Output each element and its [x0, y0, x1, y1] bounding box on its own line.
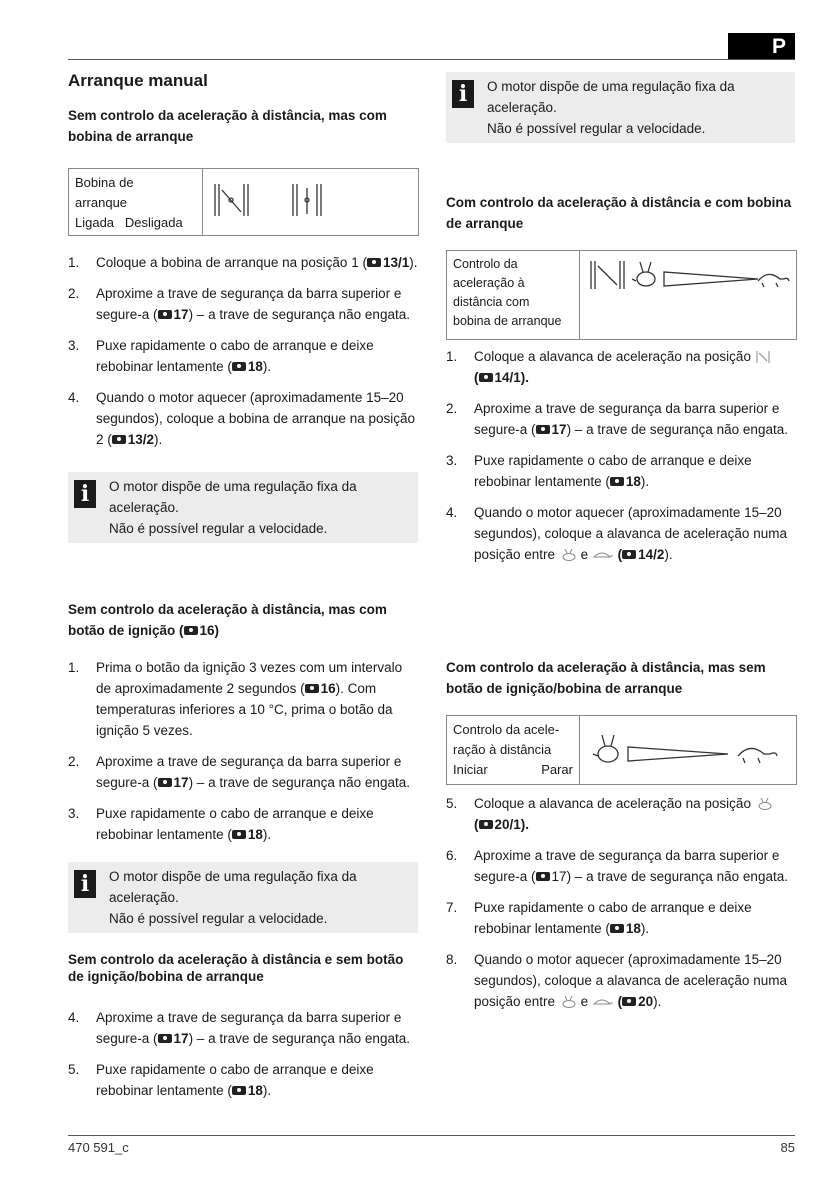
- choke-fast-slow-icon: [588, 257, 793, 293]
- page-number: 85: [780, 1140, 795, 1155]
- step-number: 1.: [446, 349, 458, 364]
- info-icon: i: [74, 870, 96, 898]
- figure-ref-icon: [158, 310, 172, 319]
- step-text-end: ).: [262, 359, 272, 374]
- list-item: [446, 897, 796, 939]
- step-text-end: ). Com temperaturas inferiores a 10 °C, prima o botão da ignição 5 vezes.: [96, 681, 393, 738]
- figure-ref-icon: [232, 830, 246, 839]
- step-number: 4.: [446, 505, 458, 520]
- rabbit-fast-icon: [559, 996, 577, 1008]
- section-heading-no-primer: Sem controlo da aceleração à distância e sem botão de ignição/bobina de arranque: [68, 952, 404, 984]
- turtle-slow-icon: [592, 996, 614, 1008]
- list-item: [68, 803, 418, 845]
- step-text: Quando o motor aquecer (aproximadamente 15–20 segundos), coloque a bobina de arranque na posição 2 (: [96, 390, 415, 447]
- step-text-end: ).: [640, 921, 650, 936]
- step-text-mid: e: [576, 994, 592, 1009]
- right-steps-1: [446, 346, 796, 565]
- list-item: 1. Coloque a alavanca de aceleração na posição ( 14/1).: [446, 346, 796, 388]
- figure-ref: 17: [551, 869, 567, 884]
- step-number: 2.: [446, 401, 458, 416]
- table-label-line: ração à distância: [453, 742, 552, 757]
- figure-ref-icon: [622, 997, 636, 1006]
- left-steps-1: [68, 252, 418, 450]
- heading-text: Sem controlo da aceleração à distância, mas com botão de ignição (: [68, 602, 387, 638]
- figure-ref-icon: [158, 778, 172, 787]
- step-number: 5.: [68, 1062, 80, 1077]
- left-column: [68, 70, 418, 147]
- step-text-end: ) – a trave de segurança não engata.: [566, 422, 788, 437]
- list-item: [68, 283, 418, 325]
- steps-list-choke: [68, 252, 418, 450]
- figure-ref-icon: [536, 425, 550, 434]
- figure-ref-icon: [232, 362, 246, 371]
- choke-table: [68, 168, 419, 236]
- section-heading-choke: Sem controlo da aceleração à distância, mas com bobina de arranque: [68, 108, 387, 144]
- figure-ref-icon: [232, 1086, 246, 1095]
- step-number: 4.: [68, 1010, 80, 1025]
- remote-choke-table: [446, 250, 797, 340]
- step-text-end: ).: [640, 474, 650, 489]
- choke-label-line3: Ligada Desligada: [75, 215, 183, 230]
- step-number: 7.: [446, 900, 458, 915]
- remote-choke-symbols: [580, 251, 793, 339]
- left-steps-3: [68, 951, 418, 1101]
- step-text-end: ).: [262, 827, 272, 842]
- figure-ref: 20/1: [494, 817, 521, 832]
- choke-label-line2: arranque: [75, 195, 128, 210]
- step-text: Puxe rapidamente o cabo de arranque e deixe rebobinar lentamente (: [474, 453, 752, 489]
- figure-ref: 16: [199, 623, 215, 638]
- list-item: [446, 450, 796, 492]
- table-label-line: distância com: [453, 295, 530, 309]
- step-text-end: ) – a trave de segurança não engata.: [188, 775, 410, 790]
- remote-table: [446, 715, 797, 785]
- language-tab: P: [728, 33, 795, 60]
- steps-list-primer: [68, 657, 418, 845]
- note-line: O motor dispõe de uma regulação fixa da: [109, 869, 357, 884]
- note-line: O motor dispõe de uma regulação fixa da: [487, 79, 735, 94]
- info-note-2: [68, 862, 418, 933]
- left-steps-2: [68, 599, 418, 845]
- steps-list-no-primer: [68, 1007, 418, 1101]
- step-number: 5.: [446, 796, 458, 811]
- list-item: [68, 1059, 418, 1101]
- figure-ref-icon: [367, 258, 381, 267]
- note-line: aceleração.: [109, 890, 179, 905]
- bottom-rule: [68, 1135, 795, 1136]
- figure-ref-icon: [112, 435, 126, 444]
- note-line: Não é possível regular a velocidade.: [109, 911, 328, 926]
- info-icon: i: [74, 480, 96, 508]
- figure-ref: 17: [551, 422, 567, 437]
- remote-choke-table-label: [447, 251, 580, 339]
- table-label-line: Controlo da acele-: [453, 722, 560, 737]
- right-heading-2: [446, 657, 796, 699]
- step-text: Aproxime a trave de segurança da barra superior e segure-a (: [474, 848, 780, 884]
- choke-icon: [755, 350, 771, 364]
- step-text-end: ).: [653, 994, 662, 1009]
- step-text-end: ).: [409, 255, 418, 270]
- figure-ref: 17: [173, 307, 189, 322]
- step-number: 2.: [68, 286, 80, 301]
- step-number: 1.: [68, 255, 80, 270]
- page-title: Arranque manual: [68, 71, 208, 90]
- step-text: Coloque a bobina de arranque na posição 1 (: [96, 255, 367, 270]
- figure-ref: 14/1: [494, 370, 521, 385]
- figure-ref: 18: [247, 1083, 263, 1098]
- section-heading-remote-no-choke: Com controlo da aceleração à distância, mas sem botão de ignição/bobina de arranque: [446, 660, 766, 696]
- list-item: [68, 751, 418, 793]
- list-item: [68, 1007, 418, 1049]
- step-text: Puxe rapidamente o cabo de arranque e deixe rebobinar lentamente (: [474, 900, 752, 936]
- figure-ref: 18: [247, 827, 263, 842]
- top-rule: [68, 59, 795, 60]
- step-number: 8.: [446, 952, 458, 967]
- step-number: 2.: [68, 754, 80, 769]
- list-item: 8. Quando o motor aquecer (aproximadamente 15–20 segundos), coloque a alavanca de aceleração numa posição entre e ( 20).: [446, 949, 796, 1012]
- figure-ref: 17: [173, 775, 189, 790]
- step-text-end: ) – a trave de segurança não engata.: [188, 307, 410, 322]
- figure-ref: 14/2: [638, 547, 665, 562]
- step-text-end: ).: [520, 817, 530, 832]
- section-heading-primer: [68, 599, 418, 641]
- step-text: Coloque a alavanca de aceleração na posição: [474, 796, 755, 811]
- step-text-mid: e: [576, 547, 592, 562]
- figure-ref: 18: [247, 359, 263, 374]
- step-number: 3.: [68, 338, 80, 353]
- step-text: Puxe rapidamente o cabo de arranque e deixe rebobinar lentamente (: [96, 338, 374, 374]
- remote-symbols: [580, 716, 793, 784]
- step-number: 3.: [68, 806, 80, 821]
- figure-ref-icon: [610, 924, 624, 933]
- step-text: Aproxime a trave de segurança da barra superior e segure-a (: [96, 754, 402, 790]
- choke-label-line1: Bobina de: [75, 175, 134, 190]
- info-note-1: [68, 472, 418, 543]
- figure-ref-icon: [536, 872, 550, 881]
- list-item: [68, 657, 418, 741]
- list-item: [68, 335, 418, 377]
- step-text: Aproxime a trave de segurança da barra superior e segure-a (: [474, 401, 780, 437]
- steps-list-remote-choke: [446, 346, 796, 565]
- step-number: 1.: [68, 660, 80, 675]
- step-text-end: ).: [154, 432, 163, 447]
- fast-slow-icon: [588, 730, 793, 770]
- step-number: 6.: [446, 848, 458, 863]
- figure-ref: 20: [638, 994, 654, 1009]
- step-text: Prima o botão da ignição 3 vezes com um intervalo de aproximadamente 2 segundos (: [96, 660, 403, 696]
- step-text: Aproxime a trave de segurança da barra superior e segure-a (: [96, 1010, 402, 1046]
- step-text: Coloque a alavanca de aceleração na posição: [474, 349, 755, 364]
- choke-table-label: [69, 169, 203, 235]
- figure-ref: 17: [173, 1031, 189, 1046]
- info-icon: i: [452, 80, 474, 108]
- list-item: 4. Quando o motor aquecer (aproximadamente 15–20 segundos), coloque a alavanca de aceleração numa posição entre e ( 14/2).: [446, 502, 796, 565]
- step-number: 3.: [446, 453, 458, 468]
- table-label-line: Controlo da: [453, 257, 518, 271]
- step-number: 4.: [68, 390, 80, 405]
- figure-ref-icon: [479, 373, 493, 382]
- list-item: [446, 398, 796, 440]
- note-line: aceleração.: [487, 100, 557, 115]
- figure-ref-icon: [158, 1034, 172, 1043]
- list-item: [68, 387, 418, 450]
- note-line: O motor dispõe de uma regulação fixa da: [109, 479, 357, 494]
- list-item: 5. Coloque a alavanca de aceleração na posição ( 20/1).: [446, 793, 796, 835]
- right-steps-2: [446, 793, 796, 1012]
- list-item: [446, 845, 796, 887]
- step-text-end: ) – a trave de segurança não engata.: [566, 869, 788, 884]
- step-text-end: ).: [520, 370, 530, 385]
- right-heading-1: [446, 192, 796, 234]
- figure-ref: 18: [625, 474, 641, 489]
- note-line: aceleração.: [109, 500, 179, 515]
- figure-ref: 13/2: [127, 432, 155, 447]
- figure-ref-icon: [184, 626, 198, 635]
- remote-table-label: [447, 716, 580, 784]
- step-text-end: ).: [262, 1083, 272, 1098]
- note-line: Não é possível regular a velocidade.: [487, 121, 706, 136]
- step-text: Puxe rapidamente o cabo de arranque e deixe rebobinar lentamente (: [96, 1062, 374, 1098]
- step-text: Quando o motor aquecer (aproximadamente 15–20 segundos), coloque a alavanca de aceleração numa posição entre: [474, 952, 787, 1009]
- figure-ref-icon: [622, 550, 636, 559]
- rabbit-fast-icon: [755, 798, 773, 810]
- stop-label: Parar: [541, 762, 573, 777]
- turtle-slow-icon: [592, 549, 614, 561]
- figure-ref-icon: [610, 477, 624, 486]
- figure-ref-icon: [479, 820, 493, 829]
- choke-symbols: [203, 169, 371, 235]
- step-text: Puxe rapidamente o cabo de arranque e deixe rebobinar lentamente (: [96, 806, 374, 842]
- list-item: [68, 252, 418, 273]
- figure-ref: 16: [320, 681, 336, 696]
- note-line: Não é possível regular a velocidade.: [109, 521, 328, 536]
- step-text-end: ).: [664, 547, 673, 562]
- document-id: 470 591_c: [68, 1140, 129, 1155]
- step-text: Quando o motor aquecer (aproximadamente 15–20 segundos), coloque a alavanca de aceleração numa posição entre: [474, 505, 787, 562]
- figure-ref-icon: [305, 684, 319, 693]
- step-text: Aproxime a trave de segurança da barra superior e segure-a (: [96, 286, 402, 322]
- heading-text-end: ): [214, 623, 220, 638]
- table-label-line: bobina de arranque: [453, 314, 562, 328]
- steps-list-remote-no-choke: [446, 793, 796, 1012]
- info-note-0: [446, 72, 795, 143]
- rabbit-fast-icon: [559, 549, 577, 561]
- section-heading-remote-choke: Com controlo da aceleração à distância e com bobina de arranque: [446, 195, 792, 231]
- figure-ref: 18: [625, 921, 641, 936]
- table-label-line: aceleração à: [453, 276, 525, 290]
- figure-ref: 13/1: [382, 255, 410, 270]
- start-label: Iniciar: [453, 762, 488, 777]
- step-text-end: ) – a trave de segurança não engata.: [188, 1031, 410, 1046]
- choke-on-off-icon: [211, 180, 371, 224]
